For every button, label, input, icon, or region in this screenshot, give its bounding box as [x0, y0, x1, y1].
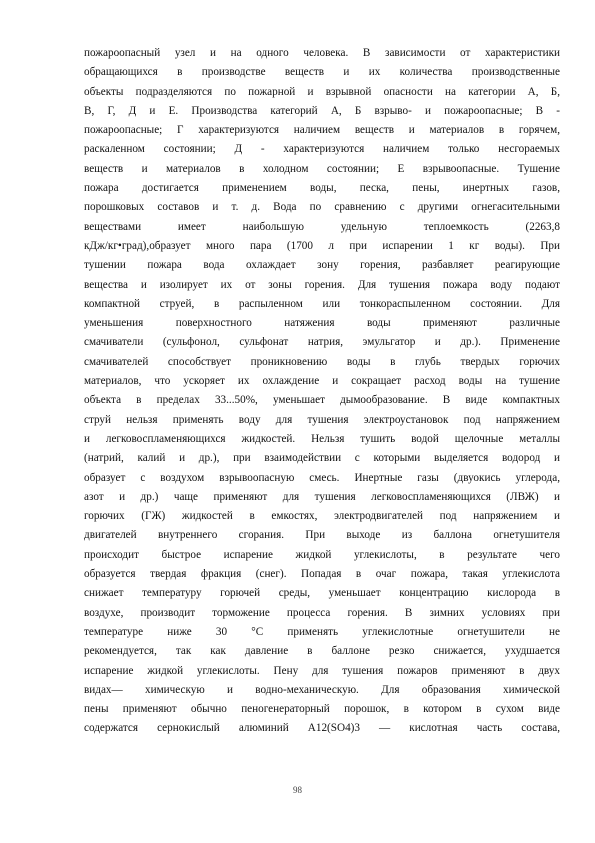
text-line: температуре ниже 30 °С применять углекислотные огнетушители не: [84, 625, 560, 638]
text-line: и легковоспламеняющихся жидкостей. Нельзя тушить водой щелочные металлы: [84, 432, 560, 445]
text-line: кДж/кг•град),образует много пара (1700 л при испарении 1 кг воды). При: [84, 239, 560, 252]
text-line: пожароопасный узел и на одного человека. В зависимости от характеристики: [84, 47, 560, 59]
text-line: образует с воздухом взрывоопасную смесь. Инертные газы (двуокись углерода,: [84, 471, 560, 484]
text-line: воздухе, производит торможение процесса горения. В зимних условиях при: [84, 606, 560, 619]
text-line: обращающихся в производстве веществ и их количества производственные: [84, 66, 560, 79]
text-line: рекомендуется, так как давление в баллоне резко снижается, ухудшается: [84, 645, 560, 658]
text-line: раскаленном состоянии; Д - характеризуются наличием только несгораемых: [84, 143, 560, 156]
text-line: пены применяют обычно пеногенераторный порошок, в котором в сухом виде: [84, 703, 560, 716]
page-number: 98: [293, 785, 302, 795]
text-line: вещества и изолирует их от зоны горения. Для тушения пожара воду подают: [84, 278, 560, 291]
text-line: содержатся сернокислый алюминий А12(SО4)3 — кислотная часть состава,: [84, 722, 560, 735]
text-line: горючих (ГЖ) жидкостей в емкостях, электродвигателей под напряжением и: [84, 510, 560, 523]
text-line: В, Г, Д и Е. Производства категорий А, Б взрыво- и пожароопасные; В -: [84, 104, 560, 117]
text-line: порошковых составов и т. д. Вода по сравнению с другими огнегасительными: [84, 201, 560, 214]
text-line: объекты подразделяются по пожарной и взрывной опасности на категории А, Б,: [84, 85, 560, 98]
document-body: [84, 44, 560, 739]
text-line: веществами имеет наибольшую удельную теплоемкость (2263,8: [84, 220, 560, 233]
text-line: тушении пожара вода охлаждает зону горения, разбавляет реагирующие: [84, 259, 560, 272]
text-line: материалов, что ускоряет их охлаждение и сокращает расход воды на тушение: [84, 375, 560, 388]
text-line: пожара достигается применением воды, песка, пены, инертных газов,: [84, 182, 560, 195]
text-line: азот и др.) чаще применяют для тушения легковоспламеняющихся (ЛВЖ) и: [84, 490, 560, 503]
text-line: веществ и материалов в холодном состоянии; Е взрывоопасные. Тушение: [84, 162, 560, 175]
text-line: смачивателей способствует проникновению воды в глубь твердых горючих: [84, 355, 560, 368]
text-line: двигателей внутреннего сгорания. При выходе из баллона огнетушителя: [84, 529, 560, 542]
text-line: уменьшения поверхностного натяжения воды применяют различные: [84, 317, 560, 330]
text-line: пожароопасные; Г характеризуются наличием веществ и материалов в горячем,: [84, 124, 560, 137]
text-line: струй нельзя применять воду для тушения электроустановок под напряжением: [84, 413, 560, 426]
text-line: снижает температуру горючей среды, уменьшает концентрацию кислорода в: [84, 587, 560, 600]
text-line: компактной струей, в распыленном или тонкораспыленном состоянии. Для: [84, 297, 560, 310]
text-line: испарение жидкой углекислоты. Пену для тушения пожаров применяют в двух: [84, 664, 560, 677]
text-line: образуется твердая фракция (снег). Попадая в очаг пожара, такая углекислота: [84, 568, 560, 581]
text-line: (натрий, калий и др.), при взаимодействии с которыми выделяется водород и: [84, 452, 560, 465]
text-line: видах— химическую и водно-механическую. Для образования химической: [84, 683, 560, 696]
text-line: объекта в пределах 33...50%, уменьшает дымообразование. В виде компактных: [84, 394, 560, 407]
text-line: смачиватели (сульфонол, сульфонат натрия, эмульгатор и др.). Применение: [84, 336, 560, 349]
text-line: происходит быстрое испарение жидкой углекислоты, в результате чего: [84, 548, 560, 561]
